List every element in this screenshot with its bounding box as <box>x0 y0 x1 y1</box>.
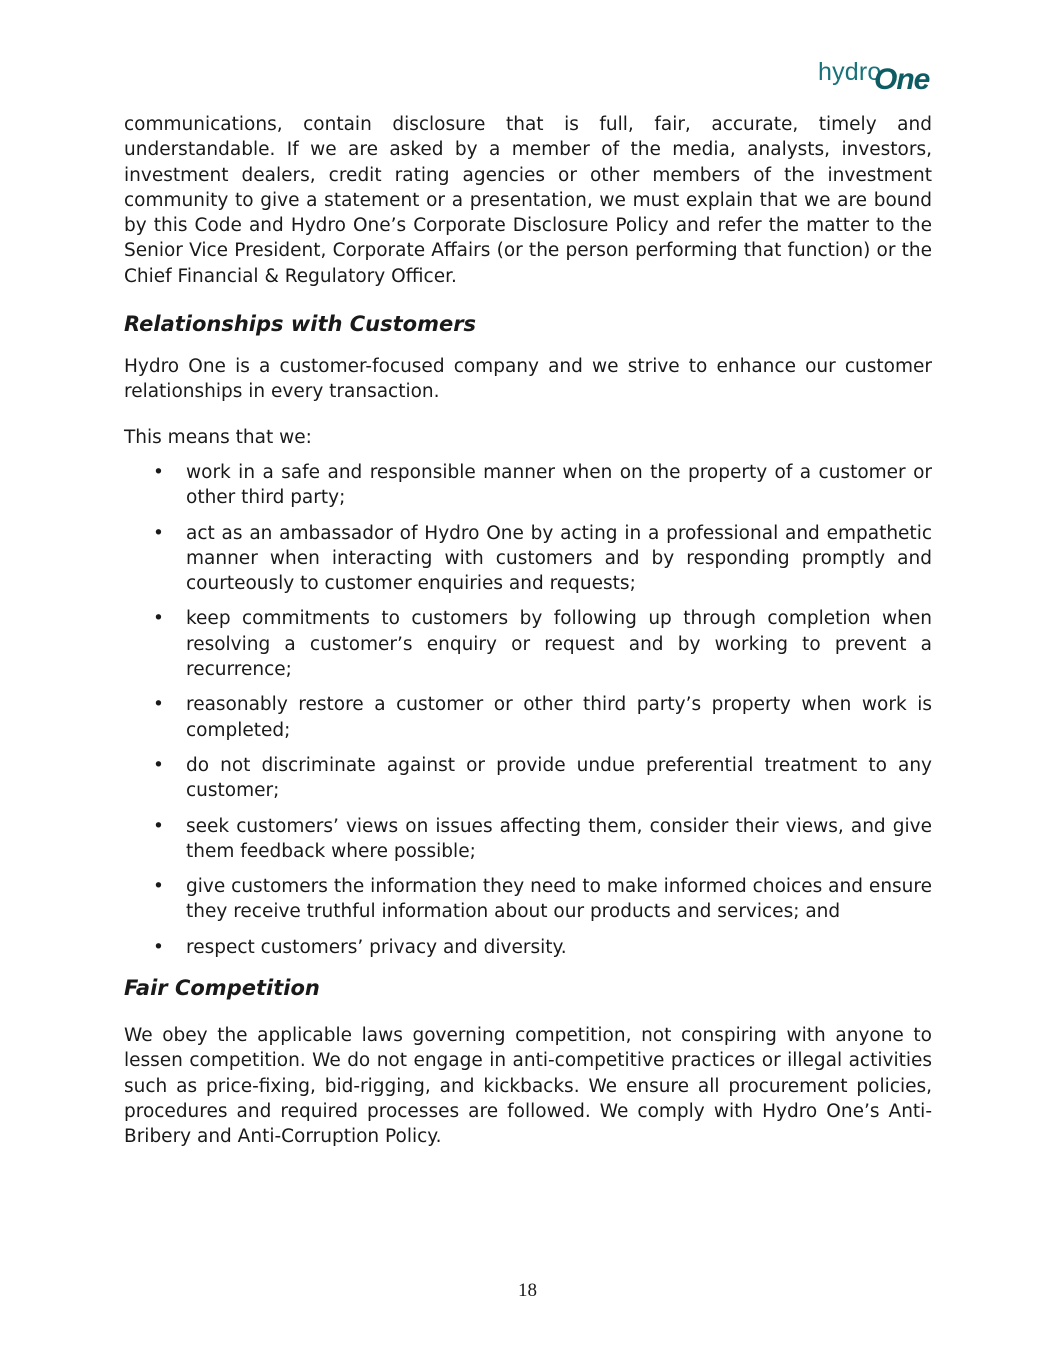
bullet-icon: • <box>153 694 164 716</box>
bullet-icon: • <box>153 936 164 958</box>
hydro-one-logo <box>816 58 936 102</box>
logo-hydro-text: hydro <box>818 58 882 86</box>
bullet-icon: • <box>153 522 164 544</box>
list-item-text: seek customers’ views on issues affecting them, consider their views, and give them feedback where possible; <box>186 815 932 862</box>
list-item-text: keep commitments to customers by following up through completion when resolving a customer’s enquiry or request and by working to prevent a recurrence; <box>186 608 932 681</box>
list-item-text: act as an ambassador of Hydro One by acting in a professional and empathetic manner when interacting with customers and by responding promptly and courteously to customer enquiries and requests; <box>186 522 932 595</box>
customers-lead-in: This means that we: <box>124 426 312 448</box>
list-item-text: give customers the information they need to make informed choices and ensure they receive truthful information about our products and services; and <box>186 876 932 923</box>
list-item-text: do not discriminate against or provide undue preferential treatment to any customer; <box>186 754 932 802</box>
page-number: 18 <box>518 1280 537 1301</box>
list-item <box>124 814 932 865</box>
competition-paragraph: We obey the applicable laws governing competition, not conspiring with anyone to lessen competition. We do not engage in anti-competitive practices or illegal activities such as price-fixing, bid-rigging, and kickbacks. We ensure all procurement policies, procedures and required processes are followed. We comply with Hydro One’s Anti-Bribery and Anti-Corruption Policy. <box>124 1025 932 1148</box>
bullet-icon: • <box>153 754 164 776</box>
customer-commitments-list <box>124 460 932 960</box>
logo-one-text: One <box>874 63 930 96</box>
customers-heading: Relationships with Customers <box>124 312 477 337</box>
list-item <box>124 606 932 682</box>
bullet-icon: • <box>153 461 164 483</box>
list-item <box>124 935 932 960</box>
list-item-text: reasonably restore a customer or other third party’s property when work is completed; <box>186 694 932 741</box>
page-content <box>124 112 932 1150</box>
list-item-text: respect customers’ privacy and diversity. <box>186 936 567 958</box>
list-item <box>124 521 932 597</box>
list-item <box>124 874 932 925</box>
list-item-text: work in a safe and responsible manner when on the property of a customer or other third party; <box>186 461 932 509</box>
list-item <box>124 692 932 743</box>
bullet-icon: • <box>153 876 164 898</box>
intro-paragraph: communications, contain disclosure that is full, fair, accurate, timely and understandable. If we are asked by a member of the media, analysts, investors, investment dealers, credit rating agencies or other members of the investment community to give a statement or a presentation, we must explain that we are bound by this Code and Hydro One’s Corporate Disclosure Policy and refer the matter to the Senior Vice President, Corporate Affairs (or the person performing that function) or the Chief Financial & Regulatory Officer. <box>124 114 932 287</box>
bullet-icon: • <box>153 815 164 837</box>
list-item <box>124 753 932 804</box>
competition-heading: Fair Competition <box>124 976 320 1001</box>
bullet-icon: • <box>153 608 164 630</box>
customers-paragraph: Hydro One is a customer-focused company and we strive to enhance our customer relationships in every transaction. <box>124 356 932 403</box>
list-item <box>124 460 932 511</box>
